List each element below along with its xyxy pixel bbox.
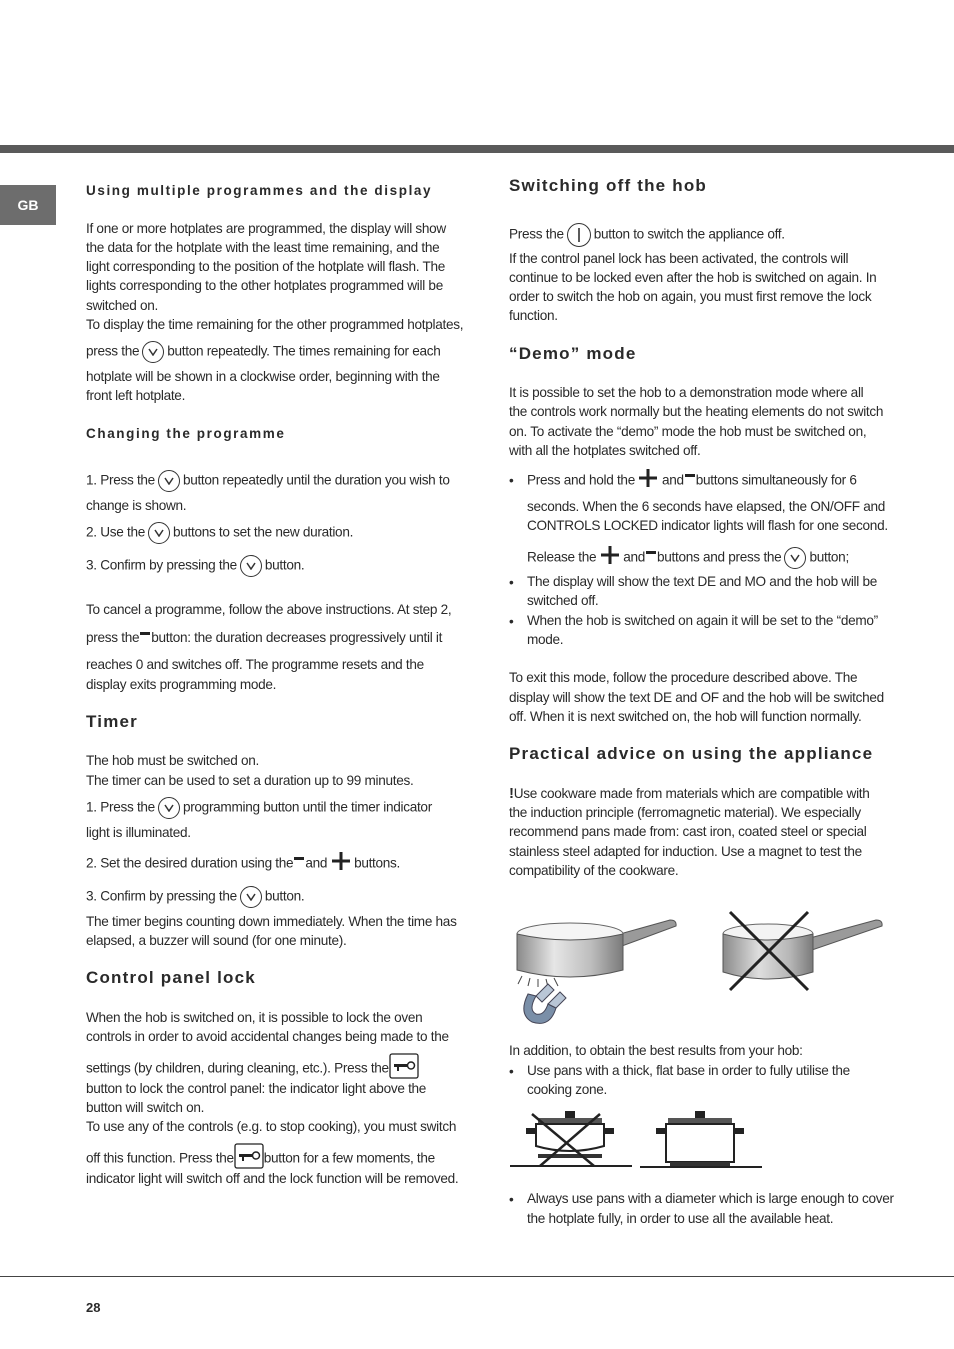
- text-fragment: 1. Press the: [86, 799, 155, 815]
- text-fragment: Press the: [509, 226, 564, 242]
- section-title-timer: Timer: [86, 712, 138, 731]
- text-fragment: button.: [264, 557, 305, 573]
- check-button-icon: [148, 522, 170, 544]
- paragraph-line: recommend pans made from: cast iron, coated steel or special: [509, 824, 867, 839]
- text-fragment: button to switch the appliance off.: [593, 226, 785, 242]
- bullet-line: cooking zone.: [527, 1082, 607, 1097]
- text-fragment: and: [623, 549, 645, 565]
- paragraph-line: continue to be locked even after the hob is switched on again. In: [509, 270, 877, 285]
- text-fragment: and: [305, 855, 328, 871]
- flat-pot-illustration: [640, 1108, 762, 1170]
- paragraph-line: If the control panel lock has been activated, the controls will: [509, 251, 849, 266]
- plus-icon: [600, 545, 620, 570]
- paragraph-line: The timer can be used to set a duration up to 99 minutes.: [86, 773, 414, 788]
- paragraph-line: When the hob is switched on, it is possible to lock the oven: [86, 1010, 423, 1025]
- paragraph-line: To cancel a programme, follow the above instructions. At step 2,: [86, 602, 452, 617]
- text-fragment: 3. Confirm by pressing the: [86, 557, 237, 573]
- paragraph-line: lights corresponding to the other hotplates programmed will be: [86, 278, 443, 293]
- text-fragment: Use cookware made from materials which are compatible with: [513, 786, 870, 801]
- text-fragment: button: the duration decreases progressively until it: [151, 630, 443, 645]
- step-line: [86, 886, 304, 908]
- paragraph-line: function.: [509, 308, 558, 323]
- paragraph-line: reaches 0 and switches off. The programme resets and the: [86, 657, 424, 672]
- paragraph-line: front left hotplate.: [86, 388, 186, 403]
- check-button-icon: [158, 797, 180, 819]
- text-fragment: 2. Use the: [86, 524, 145, 540]
- check-button-icon: [142, 341, 164, 363]
- paragraph-line: off. When it is next switched on, the hob will function normally.: [509, 709, 862, 724]
- step-line: [86, 470, 450, 492]
- text-fragment: 2. Set the desired duration using the: [86, 855, 294, 871]
- step-line: [86, 797, 432, 819]
- text-fragment: press the: [86, 343, 140, 359]
- paragraph-line: order to switch the hob on again, you must first remove the lock: [509, 289, 872, 304]
- paragraph-line: To display the time remaining for the other programmed hotplates,: [86, 317, 464, 332]
- paragraph-line: In addition, to obtain the best results from your hob:: [509, 1043, 803, 1058]
- bullet: •: [509, 1064, 514, 1079]
- plus-icon: [638, 468, 658, 493]
- incompatible-pan-illustration: [720, 908, 886, 994]
- minus-icon: [645, 548, 657, 567]
- check-button-icon: [158, 470, 180, 492]
- text-fragment: settings (by children, during cleaning, etc.). Press the: [86, 1060, 389, 1076]
- text-fragment: 3. Confirm by pressing the: [86, 888, 237, 904]
- paragraph-line: [86, 341, 441, 363]
- paragraph-line: display exits programming mode.: [86, 677, 277, 692]
- bullet: •: [509, 575, 514, 590]
- text-fragment: and: [661, 472, 684, 488]
- minus-icon: [684, 471, 696, 490]
- plus-icon: [331, 851, 351, 876]
- paragraph-line: button to lock the control panel: the indicator light above the: [86, 1081, 427, 1096]
- paragraph-line: the induction principle (ferromagnetic material). We especially: [509, 805, 861, 820]
- bullet: •: [509, 614, 514, 629]
- paragraph-line: switched on.: [86, 298, 158, 313]
- warped-pot-illustration: [510, 1108, 632, 1170]
- footer-rule: [0, 1276, 954, 1277]
- bullet-line: switched off.: [527, 593, 599, 608]
- paragraph-line: light corresponding to the position of the hotplate will flash. The: [86, 259, 445, 274]
- step-line: [86, 851, 400, 876]
- text-fragment: button for a few moments, the: [263, 1150, 435, 1166]
- bullet-line: The display will show the text DE and MO and the hob will be: [527, 574, 877, 589]
- check-button-icon: [784, 547, 806, 569]
- text-fragment: button repeatedly until the duration you wish to: [182, 472, 450, 488]
- paragraph-line: display will show the text DE and OF and the hob will be switched: [509, 690, 884, 705]
- paragraph-line: [509, 784, 870, 803]
- section-title-advice: Practical advice on using the appliance: [509, 744, 874, 763]
- paragraph-line: [509, 223, 785, 247]
- paragraph-line: the controls work normally but the heating elements do not switch: [509, 404, 884, 419]
- text-fragment: button;: [809, 549, 849, 565]
- bullet: •: [509, 1192, 514, 1207]
- paragraph-line: The hob must be switched on.: [86, 753, 259, 768]
- paragraph-line: controls in order to avoid accidental changes being made to the: [86, 1029, 449, 1044]
- step-line: [86, 555, 304, 577]
- step-line: change is shown.: [86, 498, 187, 513]
- paragraph-line: compatibility of the cookware.: [509, 863, 679, 878]
- text-fragment: buttons and press the: [657, 549, 782, 565]
- paragraph-line: It is possible to set the hob to a demonstration mode where all: [509, 385, 864, 400]
- power-icon: [567, 223, 591, 247]
- bullet-line: When the hob is switched on again it will be set to the “demo”: [527, 613, 878, 628]
- text-fragment: 1. Press the: [86, 472, 155, 488]
- bullet-line: Always use pans with a diameter which is large enough to cover: [527, 1191, 894, 1206]
- page-number: 28: [86, 1300, 101, 1315]
- text-fragment: buttons.: [354, 855, 401, 871]
- paragraph-line: The timer begins counting down immediately. When the time has: [86, 914, 457, 929]
- text-fragment: programming button until the timer indicator: [182, 799, 432, 815]
- text-fragment: button.: [264, 888, 305, 904]
- language-tab: GB: [0, 185, 56, 225]
- text-fragment: Press and hold the: [527, 472, 635, 488]
- check-button-icon: [240, 555, 262, 577]
- text-fragment: press the: [86, 630, 140, 645]
- text-fragment: buttons simultaneously for 6: [695, 472, 857, 488]
- bullet-line: CONTROLS LOCKED indicator lights will flash for one second.: [527, 518, 888, 533]
- bullet-line: seconds. When the 6 seconds have elapsed, the ON/OFF and: [527, 499, 885, 514]
- bullet-line: [527, 545, 849, 570]
- paragraph-line: the data for the hotplate with the least time remaining, and the: [86, 240, 440, 255]
- paragraph-line: elapsed, a buzzer will sound (for one minute).: [86, 933, 347, 948]
- bullet-line: Use pans with a thick, flat base in order to fully utilise the: [527, 1063, 850, 1078]
- step-line: [86, 522, 353, 544]
- section-title-demo: “Demo” mode: [509, 344, 637, 363]
- bullet: •: [509, 473, 514, 488]
- paragraph-line: [86, 628, 442, 648]
- minus-icon: [293, 854, 305, 873]
- paragraph-line: stainless steel adapted for induction. Use a magnet to test the: [509, 844, 862, 859]
- text-fragment: Release the: [527, 549, 597, 565]
- text-fragment: button repeatedly. The times remaining for each: [167, 343, 441, 359]
- section-title-multiple: Using multiple programmes and the display: [86, 183, 433, 198]
- paragraph-line: with all the hotplates switched off.: [509, 443, 701, 458]
- bullet-line: mode.: [527, 632, 564, 647]
- text-fragment: buttons to set the new duration.: [172, 524, 354, 540]
- minus-icon: [139, 629, 151, 648]
- bullet-line: [527, 468, 857, 493]
- header-bar: [0, 145, 954, 153]
- paragraph-line: If one or more hotplates are programmed, the display will show: [86, 221, 446, 236]
- pan-with-magnet-illustration: [510, 912, 680, 1030]
- check-button-icon: [240, 886, 262, 908]
- step-line: light is illuminated.: [86, 825, 191, 840]
- paragraph-line: button will switch on.: [86, 1100, 205, 1115]
- paragraph-line: To use any of the controls (e.g. to stop cooking), you must switch: [86, 1119, 457, 1134]
- paragraph-line: hotplate will be shown in a clockwise order, beginning with the: [86, 369, 440, 384]
- paragraph-line: To exit this mode, follow the procedure described above. The: [509, 670, 858, 685]
- section-title-changing: Changing the programme: [86, 426, 286, 441]
- text-fragment: off this function. Press the: [86, 1150, 234, 1166]
- paragraph-line: on. To activate the “demo” mode the hob must be switched on,: [509, 424, 867, 439]
- section-title-lock: Control panel lock: [86, 968, 256, 987]
- section-title-switch-off: Switching off the hob: [509, 176, 708, 195]
- warning-mark: !: [509, 785, 514, 802]
- paragraph-line: indicator light will switch off and the lock function will be removed.: [86, 1171, 459, 1186]
- bullet-line: the hotplate fully, in order to use all the available heat.: [527, 1211, 834, 1226]
